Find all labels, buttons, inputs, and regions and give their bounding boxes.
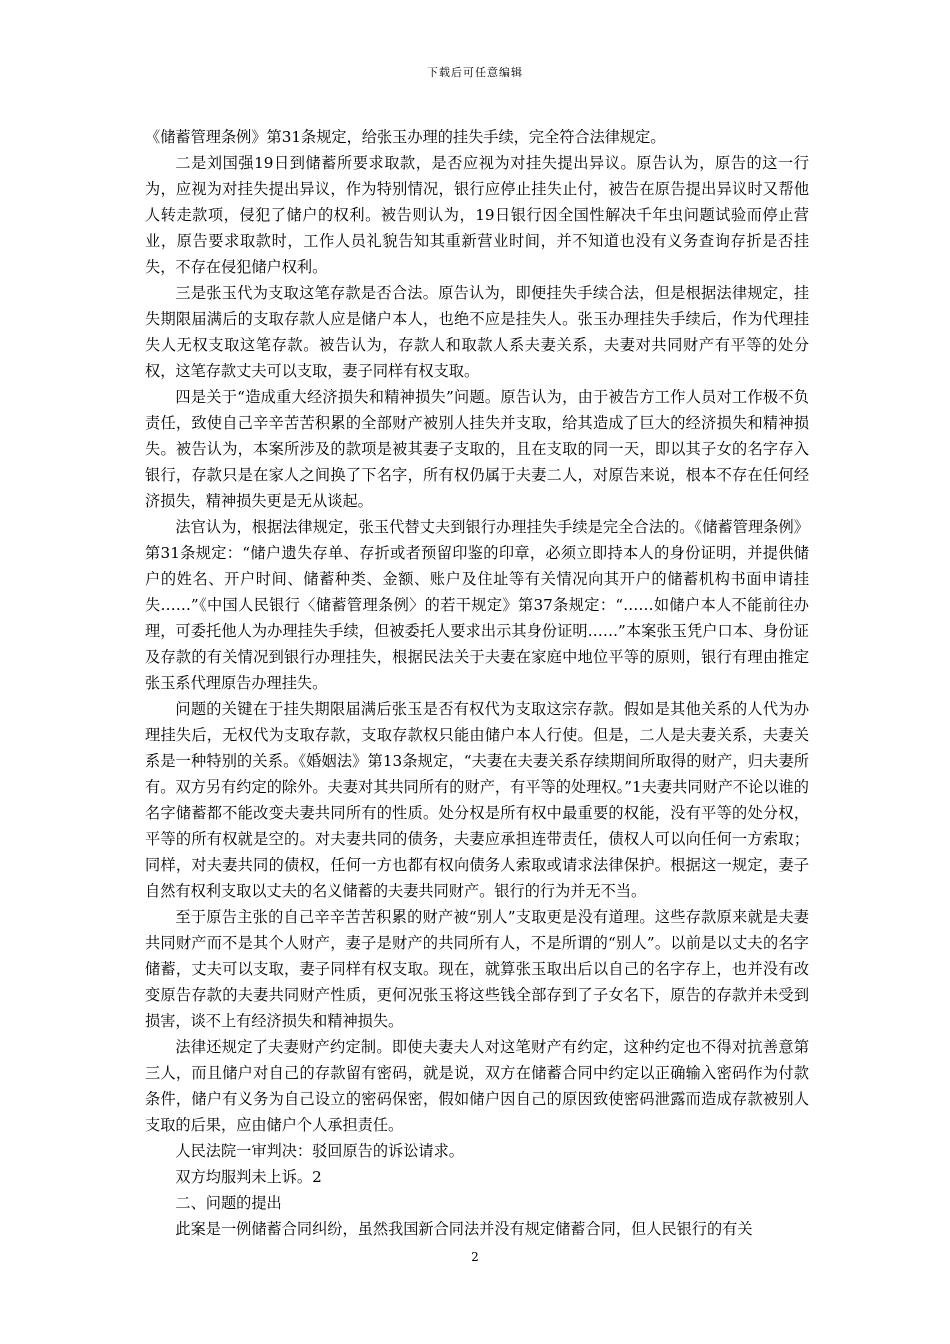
paragraph: 二是刘国强19日到储蓄所要求取款，是否应视为对挂失提出异议。原告认为，原告的这一行为，应视为对挂失提出异议，作为特别情况，银行应停止挂失止付，被告在原告提出异议时又帮他人转走款项，侵犯了储户的权利。被告则认为，19日银行因全国性解决千年虫问题试验而停止营业，原告要求取款时，工作人员礼貌告知其重新营业时间，并不知道也没有义务查询存折是否挂失，不存在侵犯储户权利。 bbox=[145, 154, 809, 276]
paragraph: 三是张玉代为支取这笔存款是否合法。原告认为，即便挂失手续合法，但是根据法律规定，挂失期限届满后的支取存款人应是储户本人，也绝不应是挂失人。张玉办理挂失手续后，作为代理挂失人无权支取这笔存款。被告认为，存款人和取款人系夫妻关系，夫妻对共同财产有平等的处分权，这笔存款丈夫可以支取，妻子同样有权支取。 bbox=[145, 284, 809, 380]
paragraph: 此案是一例储蓄合同纠纷，虽然我国新合同法并没有规定储蓄合同，但人民银行的有关 bbox=[175, 1220, 753, 1238]
section-heading: 二、问题的提出 bbox=[175, 1194, 282, 1212]
document-body bbox=[145, 124, 809, 1242]
paragraph: 法律还规定了夫妻财产约定制。即使夫妻夫人对这笔财产有约定，这种约定也不得对抗善意第三人，而且储户对自己的存款留有密码，就是说，双方在储蓄合同中约定以正确输入密码作为付款条件，储户有义务为自己设立的密码保密，假如储户因自己的原因致使密码泄露而造成存款被别人支取的后果，应由储户个人承担责任。 bbox=[145, 1038, 809, 1134]
paragraph: 四是关于“造成重大经济损失和精神损失”问题。原告认为，由于被告方工作人员对工作极不负责任，致使自己辛辛苦苦积累的全部财产被别人挂失并支取，给其造成了巨大的经济损失和精神损失。被告认为，本案所涉及的款项是被其妻子支取的，且在支取的同一天，即以其子女的名字存入银行，存款只是在家人之间换了下名字，所有权仍属于夫妻二人，对原告来说，根本不存在任何经济损失，精神损失更是无从谈起。 bbox=[145, 388, 809, 510]
paragraph: 人民法院一审判决：驳回原告的诉讼请求。 bbox=[175, 1142, 464, 1160]
paragraph: 法官认为，根据法律规定，张玉代替丈夫到银行办理挂失手续是完全合法的。《储蓄管理条例》第31条规定：“储户遗失存单、存折或者预留印鉴的印章，必须立即持本人的身份证明，并提供储户的姓名、开户时间、储蓄种类、金额、账户及住址等有关情况向其开户的储蓄机构书面申请挂失……”《中国人民银行〈储蓄管理条例〉的若干规定》第37条规定：“……如储户本人不能前往办理，可委托他人为办理挂失手续，但被委托人要求出示其身份证明……”本案张玉凭户口本、身份证及存款的有关情况到银行办理挂失，根据民法关于夫妻在家庭中地位平等的原则，银行有理由推定张玉系代理原告办理挂失。 bbox=[145, 518, 809, 692]
page-header: 下载后可任意编辑 bbox=[427, 66, 523, 79]
page-number: 2 bbox=[471, 1250, 479, 1264]
paragraph: 问题的关键在于挂失期限届满后张玉是否有权代为支取这宗存款。假如是其他关系的人代为办理挂失后，无权代为支取存款，支取存款权只能由储户本人行使。但是，二人是夫妻关系，夫妻关系是一种特别的关系。《婚姻法》第13条规定，“夫妻在夫妻关系存续期间所取得的财产，归夫妻所有。双方另有约定的除外。夫妻对其共同所有的财产，有平等的处理权。”1夫妻共同财产不论以谁的名字储蓄都不能改变夫妻共同所有的性质。处分权是所有权中最重要的权能，没有平等的处分权，平等的所有权就是空的。对夫妻共同的债务，夫妻应承担连带责任，债权人可以向任何一方索取；同样，对夫妻共同的债权，任何一方也都有权向债务人索取或请求法律保护。根据这一规定，妻子自然有权利支取以丈夫的名义储蓄的夫妻共同财产。银行的行为并无不当。 bbox=[145, 700, 809, 900]
paragraph: 至于原告主张的自己辛辛苦苦积累的财产被“别人”支取更是没有道理。这些存款原来就是夫妻共同财产而不是其个人财产，妻子是财产的共同所有人，不是所谓的“别人”。以前是以丈夫的名字储蓄，丈夫可以支取，妻子同样有权支取。现在，就算张玉取出后以自己的名字存上，也并没有改变原告存款的夫妻共同财产性质，更何况张玉将这些钱全部存到了子女名下，原告的存款并未受到损害，谈不上有经济损失和精神损失。 bbox=[145, 908, 809, 1030]
paragraph: 《储蓄管理条例》第31条规定，给张玉办理的挂失手续，完全符合法律规定。 bbox=[145, 128, 666, 146]
paragraph: 双方均服判未上诉。2 bbox=[175, 1168, 322, 1186]
